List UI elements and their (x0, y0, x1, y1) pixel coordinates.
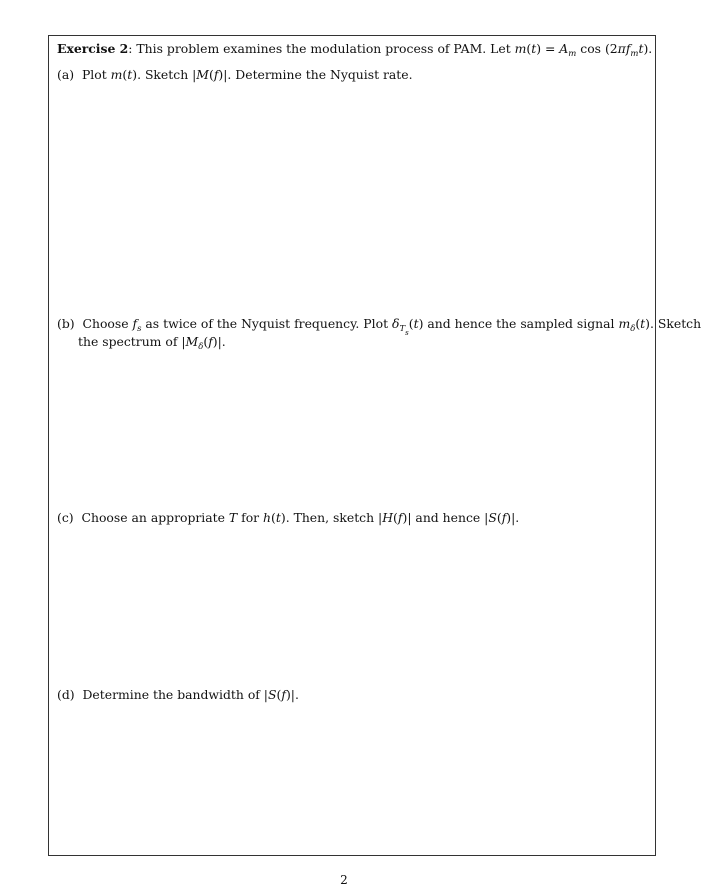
part-a-question: (a) Plot m(t). Sketch |M(f)|. Determine the Nyquist rate. (57, 67, 413, 82)
part-b-label: (b) (57, 316, 75, 331)
part-d-label: (d) (57, 687, 75, 702)
exercise-intro: : This problem examines the modulation process of PAM. Let (128, 41, 515, 56)
part-b-question: (b) Choose $f_s$ as twice of the Nyquist frequency. Plot $\delta_{T_s}(t)$ and hence the sampled signal $m_\delta(t)$. Sketch (57, 316, 701, 337)
part-c-question: (c) Choose an appropriate T for h(t). Then, sketch |H(f)| and hence |S(f)|. (57, 510, 520, 525)
part-a-label: (a) (57, 67, 75, 82)
exercise-box (48, 35, 656, 856)
part-c-label: (c) (57, 510, 74, 525)
message-signal-equation: $m(t) = A_m$ $\cos (2\pi f_mt)$. (514, 41, 653, 59)
part-d-question: (d) Determine the bandwidth of |S(f)|. (57, 687, 299, 702)
exercise-title: Exercise 2 (57, 41, 129, 56)
exercise-header (57, 40, 652, 63)
part-b-question-cont: the spectrum of $|M_\delta(f)|$. (78, 334, 226, 352)
page-number: 2 (340, 873, 348, 887)
